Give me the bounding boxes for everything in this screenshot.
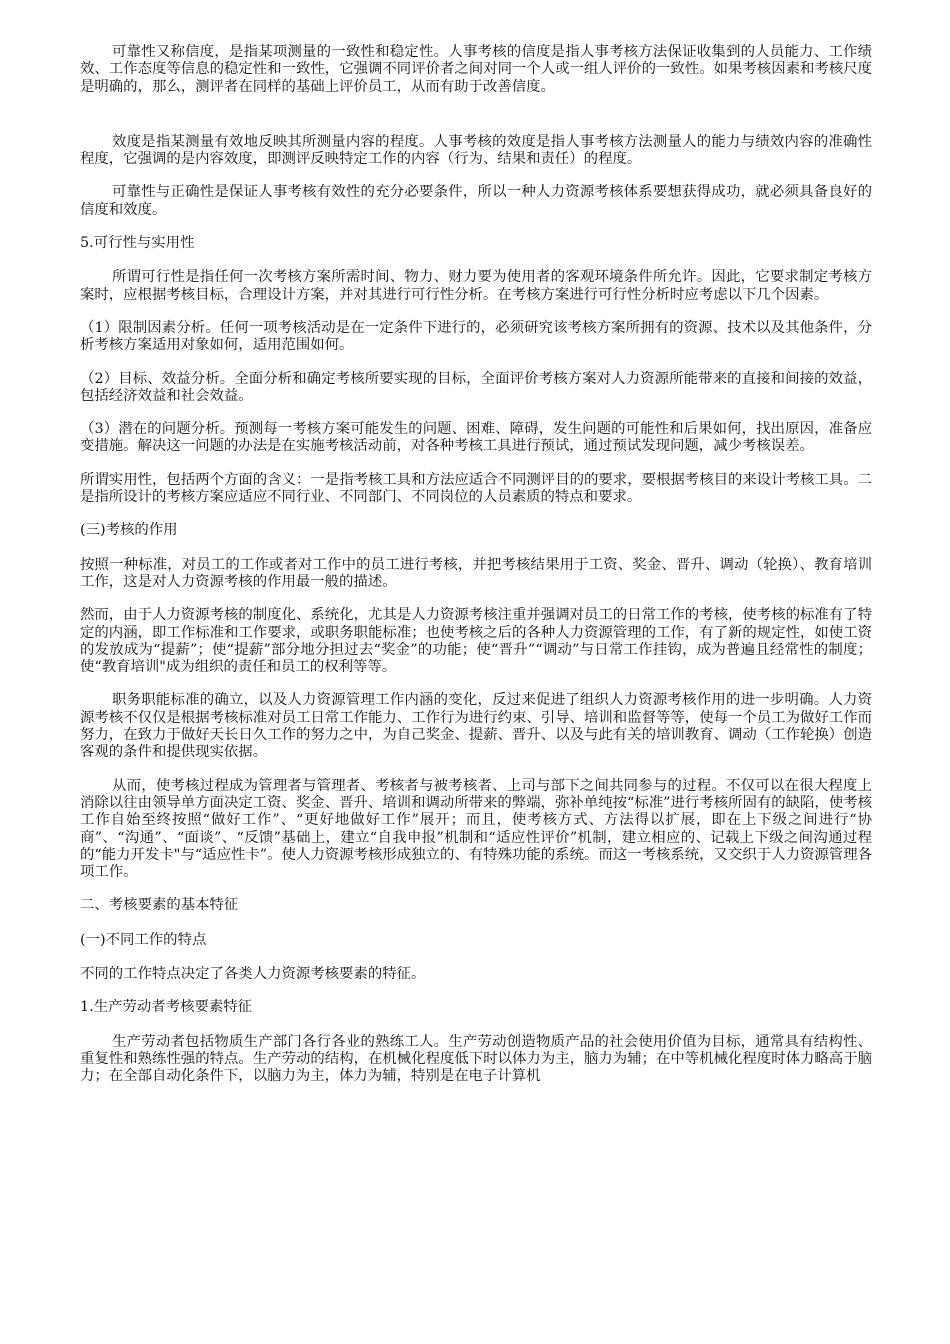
paragraph-job-standards: 职务职能标准的确立，以及人力资源管理工作内涵的变化，反过来促进了组织人力资源考核作用的进一步明确。人力资源考核不仅仅是根据考核标准对员工日常工作能力、工作行为进行约束、引导、培训和监督等等，使每一个员工为做好工作而努力，在致力于做好天长日久工作的努力之中，为自己奖金、提薪、晋升、以及与此有关的培训教育、调动（工作轮换）创造客观的条件和提供现实依据。 [80,692,872,761]
paragraph-practicality: 所谓实用性，包括两个方面的含义：一是指考核工具和方法应适合不同测评目的的要求，要根据考核目的来设计考核工具。二是指所设计的考核方案应适应不同行业、不同部门、不同岗位的人员素质的特点和要求。 [80,471,872,506]
paragraph-reliability-validity-condition: 可靠性与正确性是保证人事考核有效性的充分必要条件，所以一种人力资源考核体系要想获得成功，就必须具备良好的信度和效度。 [80,184,872,218]
paragraph-potential-problem-analysis: （3）潜在的问题分析。预测每一考核方案可能发生的问题、困难、障碍，发生问题的可能性和后果如何，找出原因，准备应变措施。解决这一问题的办法是在实施考核活动前，对各种考核工具进行预试，通过预试发现问题，减少考核误差。 [80,421,872,455]
paragraph-role-general: 按照一种标准，对员工的工作或者对工作中的员工进行考核，并把考核结果用于工资、奖金、晋升、调动（轮换）、教育培训工作，这是对人力资源考核的作用最一般的描述。 [80,556,872,590]
paragraph-role-institutionalization: 然而，由于人力资源考核的制度化、系统化，尤其是人力资源考核注重并强调对员工的日常工作的考核，使考核的标准有了特定的内涵，即工作标准和工作要求，或职务职能标准；也使考核之后的各种人力资源管理的工作，有了新的规定性，如使工资的发放成为“提薪”；使“提薪”部分地分担过去“奖金”的功能；使“晋升”“调动”与日常工作挂钩，成为普遍且经常性的制度；使“教育培训"成为组织的责任和员工的权利等等。 [80,607,872,676]
heading-feasibility-practicality: 5.可行性与实用性 [80,235,195,252]
heading-role-of-assessment: (三)考核的作用 [80,522,178,539]
paragraph-production-workers: 生产劳动者包括物质生产部门各行各业的熟练工人。生产劳动创造物质产品的社会使用价值为目标，通常具有结构性、重复性和熟练性强的特点。生产劳动的结构，在机械化程度低下时以体力为主，脑力为辅；在中等机械化程度时体力略高于脑力；在全部自动化条件下，以脑力为主，体力为辅，特别是在电子计算机 [80,1033,872,1085]
heading-production-workers: 1.生产劳动者考核要素特征 [80,999,253,1016]
paragraph-reliability: 可靠性又称信度，是指某项测量的一致性和稳定性。人事考核的信度是指人事考核方法保证收集到的人员能力、工作绩效、工作态度等信息的稳定性和一致性，它强调不同评价者之间对同一个人或一组人评价的一致性。如果考核因素和考核尺度是明确的，那么，测评者在同样的基础上评价员工，从而有助于改善信度。 [80,44,872,95]
document-page [80,44,872,1101]
paragraph-constraint-analysis: （1）限制因素分析。任何一项考核活动是在一定条件下进行的，必须研究该考核方案所拥有的资源、技术以及其他条件，分析考核方案适用对象如何，适用范围如何。 [80,319,872,354]
heading-job-characteristics: (一)不同工作的特点 [80,931,207,948]
paragraph-validity: 效度是指某测量有效地反映其所测量内容的程度。人事考核的效度是指人事考核方法测量人的能力与绩效内容的准确性程度，它强调的是内容效度，即测评反映特定工作的内容（行为、结果和责任）的程度。 [80,133,872,168]
heading-basic-features: 二、考核要素的基本特征 [80,897,239,914]
paragraph-participation-process: 从而，使考核过程成为管理者与管理者、考核者与被考核者、上司与部下之间共同参与的过程。不仅可以在很大程度上消除以往由领导单方面决定工资、奖金、晋升、培训和调动所带来的弊端，弥补单纯按“标准”进行考核所固有的缺陷，使考核工作自始至终按照“做好工作”、“更好地做好工作”展开；而且，使考核方式、方法得以扩展，即在上下级之间进行“协商”、“沟通”、“面谈”、“反馈”基础上，建立“自我申报”机制和“适应性评价”机制，建立相应的、记载上下级之间沟通过程的“能力开发卡"与“适应性卡”。使人力资源考核形成独立的、有特殊功能的系统。而这一考核系统，又交织于人力资源管理各项工作。 [80,777,872,881]
paragraph-goal-benefit-analysis: （2）目标、效益分析。全面分析和确定考核所要实现的目标，全面评价考核方案对人力资源所能带来的直接和间接的效益，包括经济效益和社会效益。 [80,370,872,404]
paragraph-job-characteristics: 不同的工作特点决定了各类人力资源考核要素的特征。 [80,965,426,982]
paragraph-feasibility: 所谓可行性是指任何一次考核方案所需时间、物力、财力要为使用者的客观环境条件所允许。因此，它要求制定考核方案时，应根据考核目标，合理设计方案，并对其进行可行性分析。在考核方案进行可行性分析时应考虑以下几个因素。 [80,269,872,303]
